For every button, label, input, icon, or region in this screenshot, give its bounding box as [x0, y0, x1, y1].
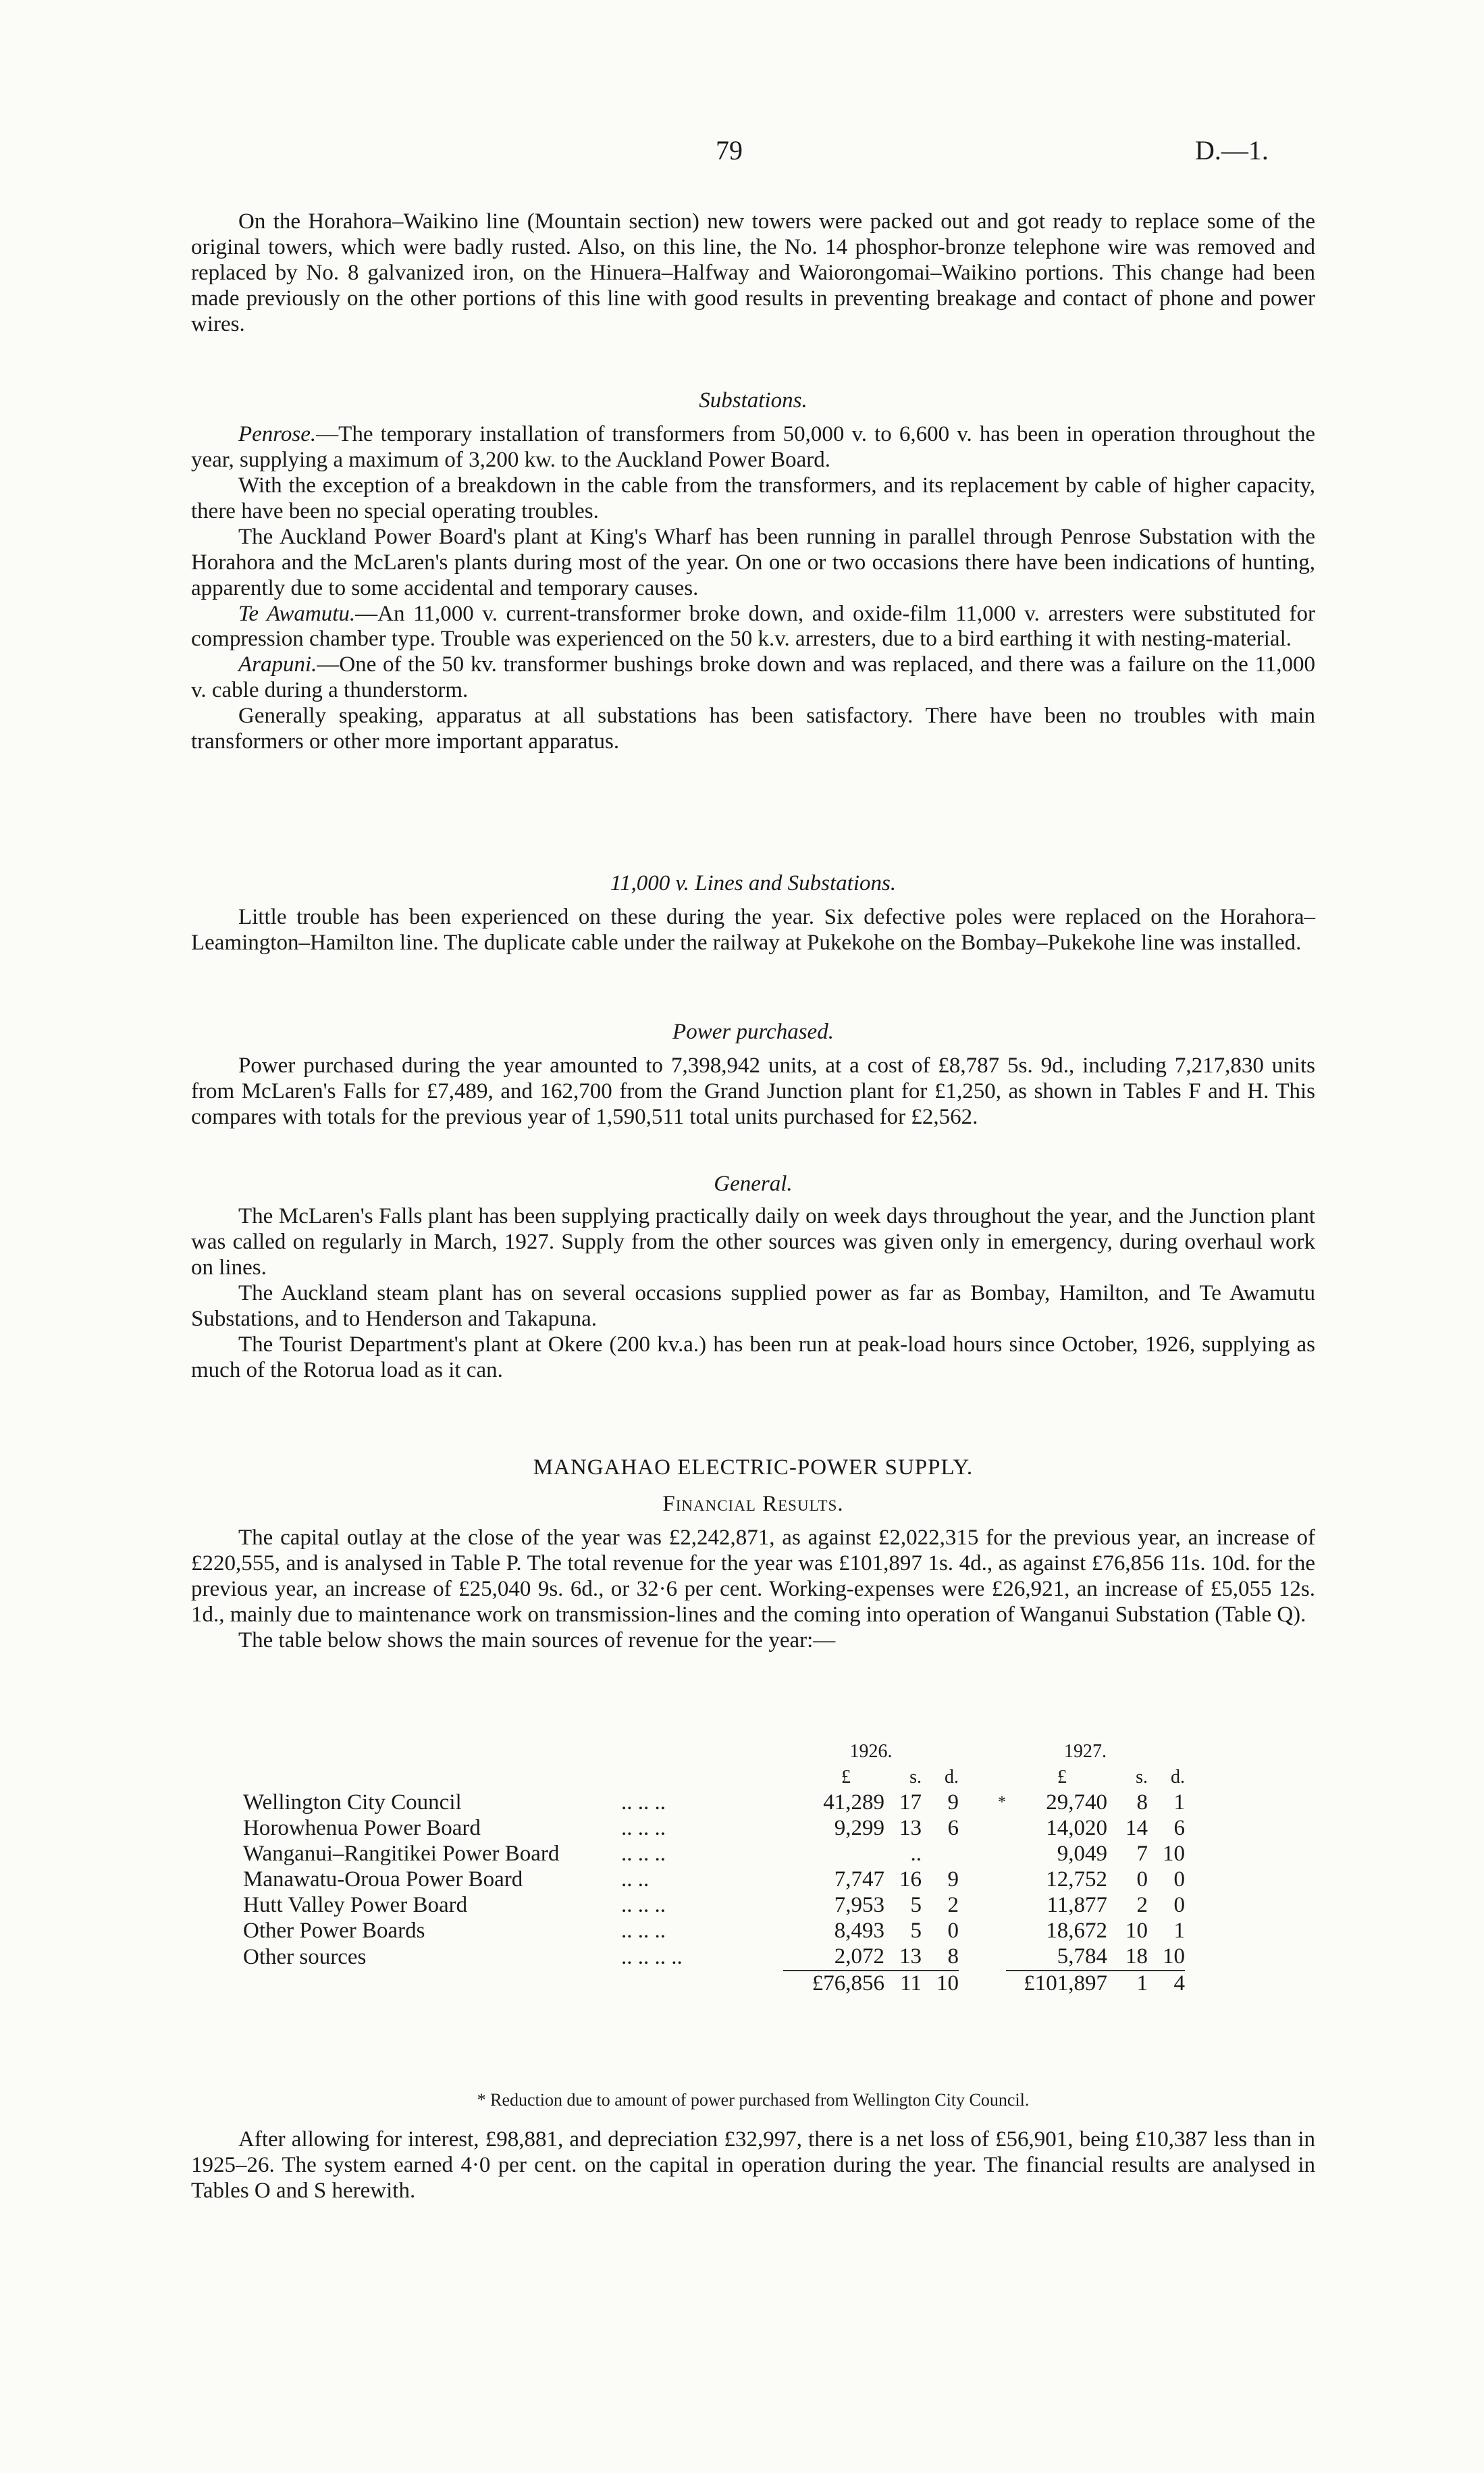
general-section [191, 1172, 1315, 1384]
power-paragraph: Power purchased during the year amounted to 7,398,942 units, at a cost of £8,787 5s. 9d., including 7,217,830 units from McLaren's Falls for £7,489, and 162,700 from the Grand Junction plant for £1,250, as shown in Tables F and H. This compares with totals for the previous year of 1,590,511 total units purchased for £2,562. [191, 1053, 1315, 1129]
row-1926-pounds: 2,072 [834, 1944, 884, 1969]
row-1926-shillings: 13 [899, 1944, 922, 1969]
unit-header-row [243, 1765, 1185, 1790]
substations-paragraph-3: The Auckland Power Board's plant at King's Wharf has been running in parallel through Penrose Substation with the Horahora and the McLaren's plants during most of the year. On one or two occasions there have been indications of hunting, apparently due to some accidental and temporary causes. [191, 524, 1315, 600]
substations-paragraph-2: With the exception of a breakdown in the cable from the transformers, and its replacement by cable of higher capacity, there have been no special operating troubles. [191, 473, 1315, 523]
substations-paragraph-6: Generally speaking, apparatus at all substations has been satisfactory. There have been no troubles with main transformers or other more important apparatus. [191, 704, 1315, 754]
total-1927-pounds: £101,897 [1006, 1971, 1107, 1997]
table-row [243, 1919, 1185, 1944]
row-1926-shillings: 13 [899, 1816, 922, 1841]
row-name: Wanganui–Rangitikei Power Board [243, 1842, 560, 1867]
teawamutu-text: —An 11,000 v. current-transformer broke down, and oxide-film 11,000 v. arresters were substituted for compression chamber type. Trouble was experienced on the 50 k.v. arresters, due to a bird earthing it with nesting-material. [191, 601, 1315, 652]
row-1927-pounds: 29,740 [1046, 1790, 1107, 1815]
row-1926-pence [922, 1842, 959, 1867]
general-paragraph-3: The Tourist Department's plant at Okere (200 kv.a.) has been run at peak-load hours since October, 1926, supplying as much of the Rotorua load as it can. [191, 1332, 1315, 1382]
table-row [243, 1842, 1185, 1867]
row-1927-shillings: 2 [1136, 1893, 1148, 1918]
penrose-text: —The temporary installation of transformers from 50,000 v. to 6,600 v. has been in operation throughout the year, supplying a maximum of 3,200 kw. to the Auckland Power Board. [191, 421, 1315, 472]
row-1926-pence: 2 [947, 1893, 959, 1918]
row-1926-pounds: 9,299 [834, 1816, 884, 1841]
mangahao-section [191, 1455, 1315, 1654]
general-paragraph-2: The Auckland steam plant has on several occasions supplied power as far as Bombay, Hamilton, and Te Awamutu Substations, and to Henderson and Takapuna. [191, 1280, 1315, 1331]
total-1927-pence: 4 [1148, 1971, 1185, 1997]
mangahao-paragraph-1: The capital outlay at the close of the year was £2,242,871, as against £2,022,315 for the previous year, an increase of £220,555, and is analysed in Table P. The total revenue for the year was £101,897 1s. 4d., as against £76,856 11s. 10d. for the previous year, an increase of £25,040 9s. 6d., or 32·6 per cent. Working-expenses were £26,921, an increase of £5,055 12s. 1d., mainly due to maintenance work on transmission-lines and the coming into operation of Wanganui Substation (Table Q). [191, 1525, 1315, 1627]
closing-paragraph: After allowing for interest, £98,881, and depreciation £32,997, there is a net loss of £56,901, being £10,387 less than in 1925–26. The system earned 4·0 per cent. on the capital in operation during the year. The financial results are analysed in Tables O and S herewith. [191, 2127, 1315, 2203]
row-1926-pence: 0 [947, 1919, 959, 1944]
table-row [243, 1944, 1185, 1971]
row-1927-pounds: 9,049 [1057, 1842, 1107, 1867]
closing-section [191, 2127, 1315, 2204]
unit-shillings-1927: s. [1136, 1766, 1148, 1788]
row-1927-pounds: 14,020 [1046, 1816, 1107, 1841]
row-1927-shillings: 0 [1136, 1867, 1148, 1892]
table-row [243, 1867, 1185, 1893]
row-footnote-mark: * [998, 1794, 1006, 1812]
substations-section [191, 388, 1315, 755]
row-1927-pence: 0 [1173, 1893, 1185, 1918]
row-leader-dots: .. .. .. [621, 1816, 666, 1841]
row-1927-pence: 1 [1173, 1790, 1185, 1815]
revenue-table-wrap [243, 1739, 1185, 1997]
unit-shillings-1926: s. [909, 1766, 922, 1788]
mangahao-paragraph-2: The table below shows the main sources of revenue for the year:— [238, 1628, 836, 1652]
row-1926-shillings: 5 [910, 1893, 922, 1918]
year-1927-header: 1927. [1064, 1740, 1107, 1762]
row-1927-pounds: 12,752 [1046, 1867, 1107, 1892]
row-1926-pence: 9 [947, 1867, 959, 1892]
row-leader-dots: .. .. .. [621, 1919, 666, 1944]
intro-section [191, 209, 1315, 338]
row-name: Manawatu-Oroua Power Board [243, 1867, 523, 1892]
general-paragraph-1: The McLaren's Falls plant has been supplying practically daily on week days throughout the year, and the Junction plant was called on regularly in March, 1927. Supply from the other sources was given only in emergency, during overhaul work on lines. [191, 1203, 1315, 1280]
row-1927-shillings: 14 [1125, 1816, 1148, 1841]
arapuni-label: Arapuni. [238, 652, 317, 677]
row-1927-pence: 0 [1173, 1867, 1185, 1892]
unit-pence-1927: d. [1171, 1766, 1185, 1788]
row-leader-dots: .. .. .. [621, 1893, 666, 1918]
unit-pounds-1927: £ [1057, 1766, 1067, 1788]
unit-pounds-1926: £ [841, 1766, 851, 1788]
total-row [243, 1971, 1185, 1997]
document-code: D.—1. [1195, 135, 1269, 165]
row-1926-pounds: 41,289 [823, 1790, 884, 1815]
row-1926-shillings: 5 [910, 1919, 922, 1944]
total-1926-shillings: 11 [884, 1971, 922, 1997]
footnote-section [191, 2090, 1315, 2110]
total-1927-shillings: 1 [1107, 1971, 1148, 1997]
lines-section [191, 871, 1315, 956]
row-1927-shillings: 18 [1125, 1944, 1148, 1969]
row-1927-pence: 10 [1163, 1944, 1185, 1969]
row-1926-pence: 8 [947, 1944, 959, 1969]
intro-paragraph: On the Horahora–Waikino line (Mountain section) new towers were packed out and got ready to replace some of the original towers, which were badly rusted. Also, on this line, the No. 14 phosphor-bronze telephone wire was removed and replaced by No. 8 galvanized iron, on the Hinuera–Halfway and Waiorongomai–Waikino portions. This change had been made previously on the other portions of this line with good results in preventing breakage and contact of phone and power wires. [191, 209, 1315, 336]
row-1927-pounds: 11,877 [1046, 1893, 1107, 1918]
row-1926-pence: 6 [947, 1816, 959, 1841]
year-1926-header: 1926. [849, 1740, 893, 1762]
row-name: Other Power Boards [243, 1919, 425, 1944]
arapuni-text: —One of the 50 kv. transformer bushings broke down and was replaced, and there was a failure on the 11,000 v. cable during a thunderstorm. [191, 652, 1315, 703]
row-1926-pounds: 8,493 [834, 1919, 884, 1944]
total-1926-pence: 10 [922, 1971, 959, 1997]
lines-paragraph: Little trouble has been experienced on these during the year. Six defective poles were replaced on the Horahora–Leamington–Hamilton line. The duplicate cable under the railway at Pukekohe on the Bombay–Pukekohe line was installed. [191, 904, 1315, 955]
teawamutu-label: Te Awamutu. [238, 601, 356, 626]
row-leader-dots: .. .. [621, 1867, 650, 1892]
row-1927-pence: 1 [1173, 1919, 1185, 1944]
unit-pence-1926: d. [945, 1766, 959, 1788]
row-1926-pounds: 7,953 [834, 1893, 884, 1918]
row-1927-pounds: 18,672 [1046, 1919, 1107, 1944]
row-1926-pounds: 7,747 [834, 1867, 884, 1892]
penrose-paragraph [191, 422, 1315, 473]
row-name: Other sources [243, 1944, 367, 1969]
row-1927-shillings: 8 [1136, 1790, 1148, 1815]
row-leader-dots: .. .. .. [621, 1842, 666, 1867]
arapuni-paragraph [191, 652, 1315, 704]
total-1926-pounds: £76,856 [783, 1971, 884, 1997]
page-number: 79 [716, 135, 743, 165]
teawamutu-paragraph [191, 602, 1315, 653]
table-row [243, 1816, 1185, 1842]
mangahao-title: MANGAHAO ELECTRIC-POWER SUPPLY. [533, 1455, 974, 1480]
substations-heading: Substations. [699, 388, 807, 413]
year-header-row [243, 1739, 1185, 1765]
row-1926-pounds [783, 1842, 884, 1867]
row-1926-shillings: 17 [899, 1790, 922, 1815]
row-leader-dots: .. .. .. .. [621, 1944, 683, 1969]
row-1926-shillings: 16 [899, 1867, 922, 1892]
row-name: Hutt Valley Power Board [243, 1893, 468, 1918]
row-name: Horowhenua Power Board [243, 1816, 481, 1841]
table-row [243, 1790, 1185, 1816]
row-1927-shillings: 10 [1125, 1919, 1148, 1944]
penrose-label: Penrose. [238, 421, 317, 446]
lines-heading: 11,000 v. Lines and Substations. [610, 871, 897, 895]
power-heading: Power purchased. [672, 1020, 834, 1044]
row-1927-pence: 10 [1163, 1842, 1185, 1867]
page-header [0, 135, 1484, 169]
footnote: * Reduction due to amount of power purchased from Wellington City Council. [477, 2090, 1030, 2110]
row-1927-shillings: 7 [1136, 1842, 1148, 1867]
row-name: Wellington City Council [243, 1790, 462, 1815]
row-1927-pence: 6 [1173, 1816, 1185, 1841]
table-row [243, 1893, 1185, 1919]
revenue-table [243, 1739, 1185, 1997]
row-1926-pence: 9 [947, 1790, 959, 1815]
financial-results-heading: Financial Results. [662, 1491, 844, 1516]
row-1926-shillings: .. [910, 1842, 922, 1867]
row-1927-pounds: 5,784 [1057, 1944, 1107, 1969]
power-section [191, 1020, 1315, 1130]
row-leader-dots: .. .. .. [621, 1790, 666, 1815]
general-heading: General. [714, 1172, 793, 1196]
